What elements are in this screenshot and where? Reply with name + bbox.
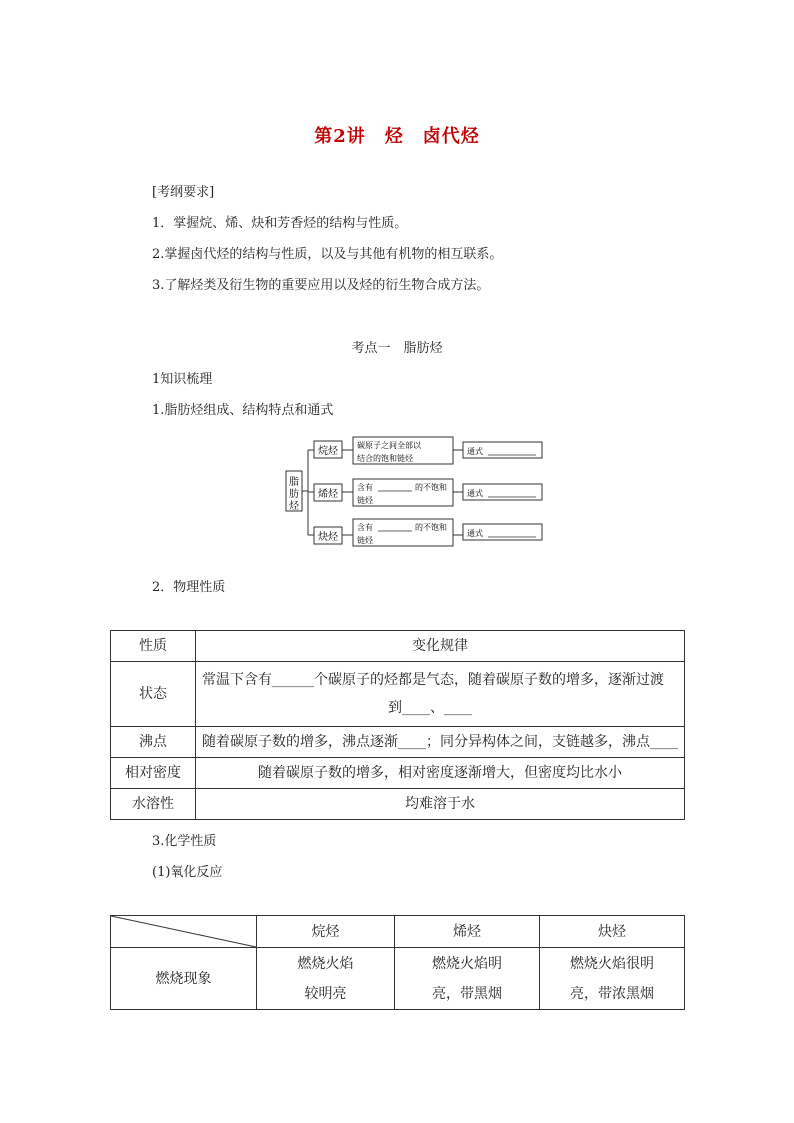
table-row [111,758,685,789]
diagram-root-char-1: 脂 [289,477,299,488]
combustion-alkane-line2: 较明亮 [304,985,347,1002]
rule-density: 随着碳原子数的增多，相对密度逐渐增大，但密度均比水小 [196,758,685,789]
table-row [111,948,685,1010]
table-row [111,789,685,820]
header-rule: 变化规律 [196,631,685,662]
section-title: 考点一 脂肪烃 [351,341,443,356]
table-row [111,727,685,758]
combustion-alkene [395,948,540,1010]
requirement-3: 3.了解烃类及衍生物的重要应用以及烃的衍生物合成方法。 [152,278,490,293]
combustion-alkyne [540,948,685,1010]
chemical-heading: 3.化学性质 [152,834,217,849]
diagram-desc-alkyne-1: 含有 [357,523,373,532]
requirement-2: 2.掌握卤代烃的结构与性质，以及与其他有机物的相互联系。 [152,247,503,262]
knowledge-heading: 1知识梳理 [152,372,213,387]
diagram-name-alkyne: 炔烃 [318,532,338,543]
diagram-root-char-3: 烃 [289,501,299,512]
table-header-row [111,631,685,662]
diagram-formula-alkyne: 通式 [467,529,483,538]
oxidation-table [110,915,685,1010]
property-state: 状态 [111,662,196,727]
physical-heading: 2．物理性质 [152,580,226,595]
diagram-desc-alkane-1: 碳原子之间全部以 [357,441,421,450]
header-alkene: 烯烃 [395,916,540,948]
header-property: 性质 [111,631,196,662]
rule-state-line1: 常温下含有______个碳原子的烃都是气态，随着碳原子数的增多，逐渐过渡 [202,672,664,688]
diagram-desc-alkyne-1b: 的不饱和 [415,523,447,532]
diagram-formula-alkane: 通式 [467,447,483,456]
diagram-name-alkane: 烷烃 [318,446,338,457]
table-header-row [111,916,685,948]
requirement-1: 1．掌握烷、烯、炔和芳香烃的结构与性质。 [152,216,408,231]
header-alkyne: 炔烃 [540,916,685,948]
rule-boiling: 随着碳原子数的增多，沸点逐渐____；同分异构体之间，支链越多，沸点____ [196,727,685,758]
diagram-desc-alkane-2: 结合的饱和链烃 [357,454,413,463]
combustion-alkane [257,948,395,1010]
aliphatic-diagram [280,430,550,550]
property-boiling: 沸点 [111,727,196,758]
oxidation-heading: (1)氧化反应 [152,865,223,880]
combustion-alkyne-line1: 燃烧火焰很明 [570,955,654,972]
table-row [111,662,685,727]
property-density: 相对密度 [111,758,196,789]
diagram-desc-alkene-2: 链烃 [357,496,373,505]
physical-properties-table [110,630,685,820]
diagram-desc-alkyne-2: 链烃 [357,536,373,545]
diagram-root-char-2: 肪 [289,489,299,500]
diagram-formula-alkene: 通式 [467,489,483,498]
combustion-alkene-line2: 亮，带黑烟 [432,985,502,1002]
page-title: 第2讲 烃 卤代烃 [314,126,480,147]
combustion-alkene-line1: 燃烧火焰明 [432,955,502,972]
diagram-desc-alkene-1: 含有 [357,483,373,492]
rule-state-line2: 到____、____ [388,700,472,716]
diagram-name-alkene: 烯烃 [318,489,338,500]
combustion-alkyne-line2: 亮，带浓黑烟 [570,985,654,1002]
property-solubility: 水溶性 [111,789,196,820]
item-heading-1: 1.脂肪烃组成、结构特点和通式 [152,403,334,418]
combustion-alkane-line1: 燃烧火焰 [297,955,354,972]
diagonal-header-cell [111,916,257,948]
diagram-desc-alkene-1b: 的不饱和 [415,483,447,492]
header-alkane: 烷烃 [257,916,395,948]
rule-solubility: 均难溶于水 [196,789,685,820]
requirements-heading: [考纲要求] [152,185,215,200]
rule-cell [196,662,685,727]
diagonal-line [111,916,256,947]
row-label-combustion: 燃烧现象 [111,948,257,1010]
